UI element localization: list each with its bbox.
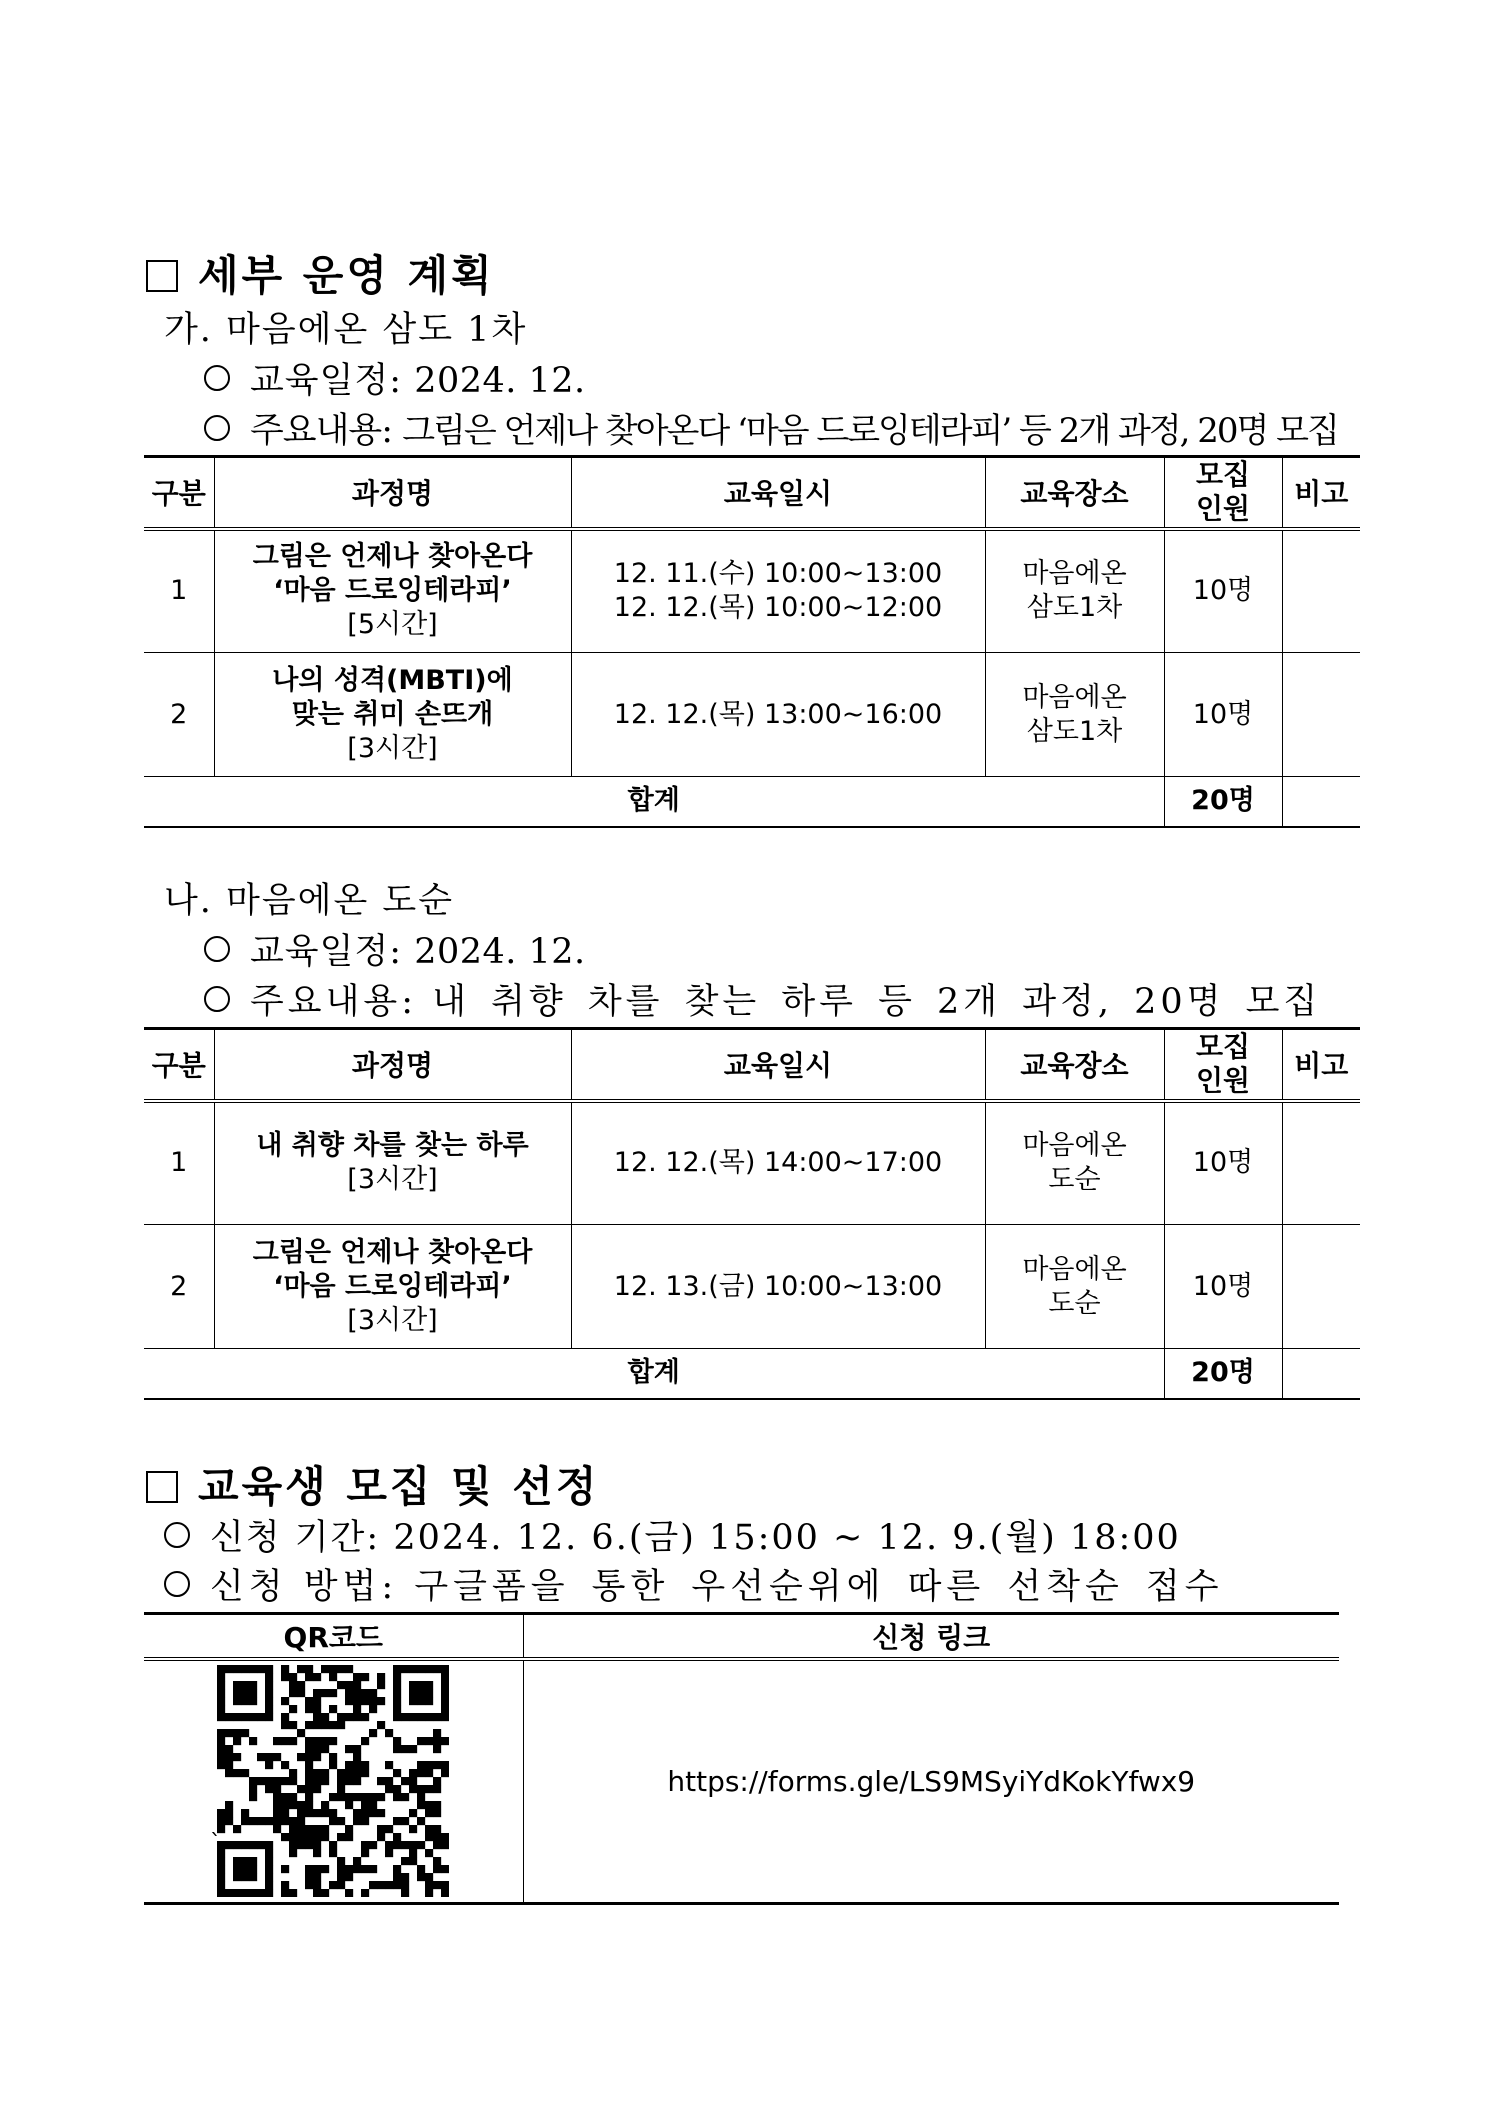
- datetime-cell: 12. 12.(목) 14:00~17:00: [571, 1101, 985, 1225]
- table-row: [144, 529, 1360, 653]
- link-header: 신청 링크: [523, 1614, 1339, 1660]
- header-capacity: 모집 인원: [1164, 1029, 1282, 1101]
- bullet-circle-icon: [164, 1522, 190, 1548]
- application-table: [144, 1612, 1339, 1905]
- bullet-circle-icon: [204, 415, 230, 441]
- qr-stray-mark: `: [210, 1831, 221, 1856]
- place-cell: 마음에온 삼도1차: [985, 529, 1164, 653]
- header-place: 교육장소: [985, 457, 1164, 529]
- header-note: 비고: [1282, 1029, 1360, 1101]
- row-number: 2: [144, 653, 214, 777]
- program-table-a: [144, 455, 1360, 828]
- note-cell: [1282, 1225, 1360, 1349]
- schedule-line-b: 교육일정: 2024. 12.: [204, 924, 586, 974]
- row-number: 1: [144, 1101, 214, 1225]
- subsection-title-b: 나. 마음에온 도순: [164, 881, 455, 921]
- method-line: 신청 방법: 구글폼을 통한 우선순위에 따른 선착순 접수: [164, 1559, 1224, 1609]
- header-datetime: 교육일시: [571, 1029, 985, 1101]
- total-label: 합계: [144, 777, 1164, 827]
- header-datetime: 교육일시: [571, 457, 985, 529]
- note-cell: [1282, 653, 1360, 777]
- qr-header: QR코드: [144, 1614, 523, 1660]
- application-link[interactable]: https://forms.gle/LS9MSyiYdKokYfwx9: [667, 1764, 1196, 1798]
- program-table-b: [144, 1027, 1360, 1400]
- bullet-circle-icon: [164, 1571, 190, 1597]
- header-capacity: 모집 인원: [1164, 457, 1282, 529]
- header-course-name: 과정명: [214, 457, 571, 529]
- course-name-cell: 그림은 언제나 찾아온다 ‘마음 드로잉테라피’ [5시간]: [214, 529, 571, 653]
- capacity-cell: 10명: [1164, 529, 1282, 653]
- place-cell: 마음에온 삼도1차: [985, 653, 1164, 777]
- section-heading-recruitment: 교육생 모집 및 선정: [146, 1454, 599, 1514]
- total-value: 20명: [1164, 1349, 1282, 1399]
- total-note: [1282, 1349, 1360, 1399]
- content-line-b: 주요내용: 내 취향 차를 찾는 하루 등 2개 과정, 20명 모집: [204, 974, 1321, 1024]
- qr-code-icon[interactable]: [217, 1665, 449, 1897]
- subsection-title-a: 가. 마음에온 삼도 1차: [164, 310, 528, 350]
- course-name-cell: 그림은 언제나 찾아온다 ‘마음 드로잉테라피’ [3시간]: [214, 1225, 571, 1349]
- section-heading-operation-plan: 세부 운영 계획: [146, 243, 495, 303]
- note-cell: [1282, 529, 1360, 653]
- content-line-a: 주요내용: 그림은 언제나 찾아온다 ‘마음 드로잉테라피’ 등 2개 과정, 20명 모집: [204, 403, 1338, 453]
- row-number: 1: [144, 529, 214, 653]
- datetime-cell: 12. 11.(수) 10:00~13:00 12. 12.(목) 10:00~12:00: [571, 529, 985, 653]
- table-row: [144, 1225, 1360, 1349]
- course-name-cell: 나의 성격(MBTI)에 맞는 취미 손뜨개 [3시간]: [214, 653, 571, 777]
- total-label: 합계: [144, 1349, 1164, 1399]
- row-number: 2: [144, 1225, 214, 1349]
- total-value: 20명: [1164, 777, 1282, 827]
- qr-cell: [144, 1659, 523, 1903]
- link-cell[interactable]: [523, 1659, 1339, 1903]
- capacity-cell: 10명: [1164, 1225, 1282, 1349]
- course-name-cell: 내 취향 차를 찾는 하루 [3시간]: [214, 1101, 571, 1225]
- capacity-cell: 10명: [1164, 1101, 1282, 1225]
- bullet-circle-icon: [204, 365, 230, 391]
- total-row: [144, 1349, 1360, 1399]
- table-row: [144, 1101, 1360, 1225]
- header-category: 구분: [144, 1029, 214, 1101]
- place-cell: 마음에온 도순: [985, 1101, 1164, 1225]
- capacity-cell: 10명: [1164, 653, 1282, 777]
- place-cell: 마음에온 도순: [985, 1225, 1164, 1349]
- datetime-cell: 12. 13.(금) 10:00~13:00: [571, 1225, 985, 1349]
- period-line: 신청 기간: 2024. 12. 6.(금) 15:00 ~ 12. 9.(월) 18:00: [164, 1510, 1181, 1560]
- checkbox-square-icon: [146, 1471, 178, 1503]
- schedule-line-a: 교육일정: 2024. 12.: [204, 353, 586, 403]
- note-cell: [1282, 1101, 1360, 1225]
- header-place: 교육장소: [985, 1029, 1164, 1101]
- total-row: [144, 777, 1360, 827]
- total-note: [1282, 777, 1360, 827]
- header-category: 구분: [144, 457, 214, 529]
- header-course-name: 과정명: [214, 1029, 571, 1101]
- bullet-circle-icon: [204, 986, 230, 1012]
- checkbox-square-icon: [146, 260, 178, 292]
- bullet-circle-icon: [204, 936, 230, 962]
- table-row: [144, 653, 1360, 777]
- datetime-cell: 12. 12.(목) 13:00~16:00: [571, 653, 985, 777]
- header-note: 비고: [1282, 457, 1360, 529]
